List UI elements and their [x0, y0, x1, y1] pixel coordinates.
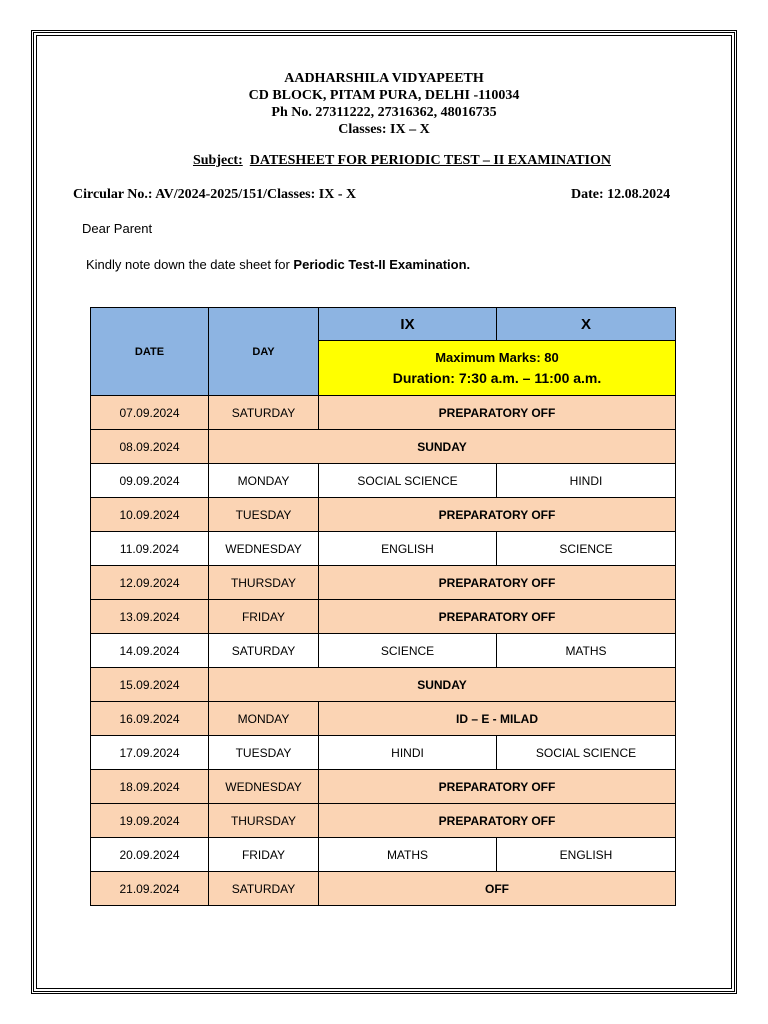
- cell-date: 17.09.2024: [91, 736, 209, 770]
- table-row: [91, 770, 676, 804]
- cell-status: PREPARATORY OFF: [319, 770, 676, 804]
- cell-subject-ix: SOCIAL SCIENCE: [319, 464, 497, 498]
- table-row: [91, 566, 676, 600]
- circular-date: Date: 12.08.2024: [571, 187, 671, 202]
- cell-status: PREPARATORY OFF: [319, 396, 676, 430]
- cell-date: 11.09.2024: [91, 532, 209, 566]
- cell-date: 21.09.2024: [91, 872, 209, 906]
- cell-subject-ix: HINDI: [319, 736, 497, 770]
- table-row: [91, 736, 676, 770]
- cell-status: PREPARATORY OFF: [319, 498, 676, 532]
- note-text: Kindly note down the date sheet for: [86, 257, 294, 272]
- table-row: [91, 396, 676, 430]
- school-name: AADHARSHILA VIDYAPEETH: [284, 71, 484, 86]
- classes-line: Classes: IX – X: [338, 122, 430, 137]
- table-row: [91, 464, 676, 498]
- cell-day: MONDAY: [209, 464, 319, 498]
- header-class-ix: IX: [319, 308, 497, 341]
- table-row: [91, 872, 676, 906]
- cell-day: SATURDAY: [209, 396, 319, 430]
- cell-subject-ix: SCIENCE: [319, 634, 497, 668]
- cell-holiday: SUNDAY: [209, 430, 676, 464]
- cell-day: THURSDAY: [209, 566, 319, 600]
- cell-day: SATURDAY: [209, 872, 319, 906]
- cell-date: 19.09.2024: [91, 804, 209, 838]
- cell-date: 14.09.2024: [91, 634, 209, 668]
- cell-status: PREPARATORY OFF: [319, 600, 676, 634]
- cell-day: TUESDAY: [209, 736, 319, 770]
- note-line: [86, 257, 470, 272]
- max-marks: Maximum Marks: 80: [435, 350, 559, 365]
- table-row: [91, 668, 676, 702]
- cell-date: 18.09.2024: [91, 770, 209, 804]
- header-class-x: X: [497, 308, 676, 341]
- marks-duration-cell: [319, 341, 676, 396]
- table-row: [91, 498, 676, 532]
- subject-prefix: Subject:: [192, 153, 243, 168]
- cell-date: 16.09.2024: [91, 702, 209, 736]
- table-row: [91, 430, 676, 464]
- school-phone: Ph No. 27311222, 27316362, 48016735: [271, 105, 497, 120]
- cell-date: 13.09.2024: [91, 600, 209, 634]
- cell-subject-x: HINDI: [497, 464, 676, 498]
- cell-subject-x: MATHS: [497, 634, 676, 668]
- table-row: [91, 532, 676, 566]
- table-body: [91, 396, 676, 906]
- cell-day: SATURDAY: [209, 634, 319, 668]
- table-row: [91, 600, 676, 634]
- cell-day: FRIDAY: [209, 600, 319, 634]
- datesheet-table: [90, 307, 676, 906]
- cell-status: ID – E - MILAD: [319, 702, 676, 736]
- table-row: [91, 804, 676, 838]
- cell-date: 20.09.2024: [91, 838, 209, 872]
- cell-day: TUESDAY: [209, 498, 319, 532]
- subject-line: [0, 153, 768, 169]
- cell-status: PREPARATORY OFF: [319, 804, 676, 838]
- cell-subject-x: ENGLISH: [497, 838, 676, 872]
- cell-date: 08.09.2024: [91, 430, 209, 464]
- cell-subject-ix: ENGLISH: [319, 532, 497, 566]
- cell-date: 09.09.2024: [91, 464, 209, 498]
- note-bold: Periodic Test-II Examination.: [293, 257, 471, 272]
- cell-subject-x: SCIENCE: [497, 532, 676, 566]
- cell-date: 07.09.2024: [91, 396, 209, 430]
- cell-day: WEDNESDAY: [209, 532, 319, 566]
- cell-day: WEDNESDAY: [209, 770, 319, 804]
- cell-day: FRIDAY: [209, 838, 319, 872]
- cell-day: MONDAY: [209, 702, 319, 736]
- cell-date: 10.09.2024: [91, 498, 209, 532]
- subject-title: DATESHEET FOR PERIODIC TEST – II EXAMINATION: [249, 153, 611, 168]
- school-address: CD BLOCK, PITAM PURA, DELHI -110034: [248, 88, 520, 103]
- cell-holiday: SUNDAY: [209, 668, 676, 702]
- header-date: DATE: [91, 308, 209, 396]
- table-row: [91, 634, 676, 668]
- cell-date: 12.09.2024: [91, 566, 209, 600]
- letterhead: [0, 70, 768, 138]
- cell-date: 15.09.2024: [91, 668, 209, 702]
- table-row: [91, 702, 676, 736]
- cell-status: OFF: [319, 872, 676, 906]
- cell-status: PREPARATORY OFF: [319, 566, 676, 600]
- cell-subject-ix: MATHS: [319, 838, 497, 872]
- cell-subject-x: SOCIAL SCIENCE: [497, 736, 676, 770]
- duration: Duration: 7:30 a.m. – 11:00 a.m.: [392, 370, 602, 386]
- table-row: [91, 838, 676, 872]
- cell-day: THURSDAY: [209, 804, 319, 838]
- circular-number: Circular No.: AV/2024-2025/151/Classes: IX - X: [73, 187, 357, 202]
- header-day: DAY: [209, 308, 319, 396]
- greeting: Dear Parent: [82, 221, 153, 236]
